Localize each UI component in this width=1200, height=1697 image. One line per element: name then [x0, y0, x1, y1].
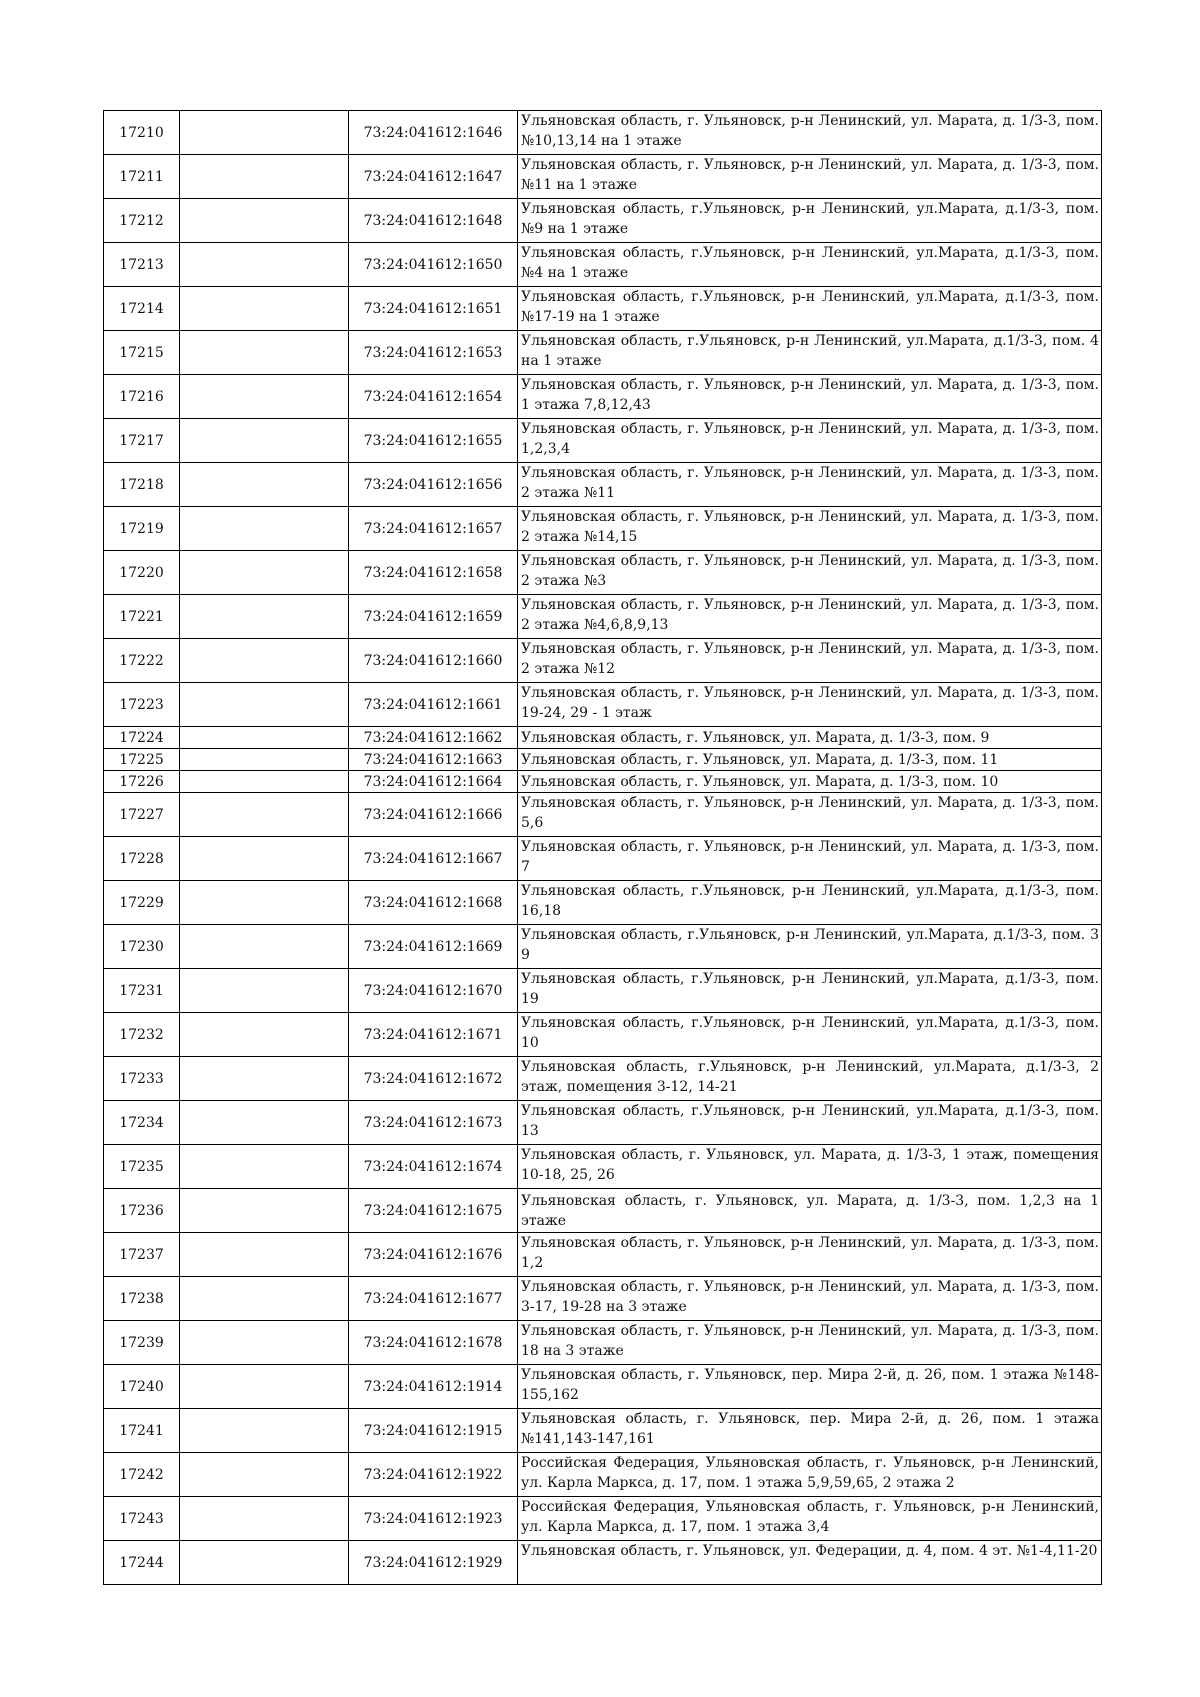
- cadastral-number-cell: 73:24:041612:1646: [349, 111, 518, 155]
- row-number-cell: 17218: [104, 463, 180, 507]
- cadastral-number-cell: 73:24:041612:1673: [349, 1101, 518, 1145]
- row-number-cell: 17240: [104, 1365, 180, 1409]
- cadastral-number-cell: 73:24:041612:1666: [349, 793, 518, 837]
- address-cell: Ульяновская область, г.Ульяновск, р-н Ленинский, ул.Марата, д.1/3-3, пом. №9 на 1 этаже: [518, 199, 1102, 243]
- table-row: [104, 595, 1102, 639]
- row-number-cell: 17237: [104, 1233, 180, 1277]
- table-row: [104, 287, 1102, 331]
- address-cell: Ульяновская область, г. Ульяновск, р-н Ленинский, ул. Марата, д. 1/3-3, пом. 18 на 3 этаже: [518, 1321, 1102, 1365]
- empty-cell: [180, 837, 349, 881]
- cadastral-number-cell: 73:24:041612:1672: [349, 1057, 518, 1101]
- address-cell: Ульяновская область, г. Ульяновск, р-н Ленинский, ул. Марата, д. 1/3-3, пом. 2 этажа №12: [518, 639, 1102, 683]
- table-row: [104, 1057, 1102, 1101]
- row-number-cell: 17220: [104, 551, 180, 595]
- address-cell: Ульяновская область, г. Ульяновск, ул. Федерации, д. 4, пом. 4 эт. №1-4,11-20: [518, 1541, 1102, 1585]
- address-cell: Ульяновская область, г.Ульяновск, р-н Ленинский, ул.Марата, д.1/3-3, пом. №4 на 1 этаже: [518, 243, 1102, 287]
- row-number-cell: 17244: [104, 1541, 180, 1585]
- address-cell: Ульяновская область, г. Ульяновск, р-н Ленинский, ул. Марата, д. 1/3-3, пом. 2 этажа №14,15: [518, 507, 1102, 551]
- cadastral-number-cell: 73:24:041612:1676: [349, 1233, 518, 1277]
- row-number-cell: 17238: [104, 1277, 180, 1321]
- empty-cell: [180, 1541, 349, 1585]
- cadastral-number-cell: 73:24:041612:1660: [349, 639, 518, 683]
- table-row: [104, 771, 1102, 793]
- table-row: [104, 1453, 1102, 1497]
- empty-cell: [180, 1321, 349, 1365]
- table-body: [104, 111, 1102, 1585]
- address-cell: Ульяновская область, г. Ульяновск, ул. Марата, д. 1/3-3, пом. 1,2,3 на 1 этаже: [518, 1189, 1102, 1233]
- empty-cell: [180, 793, 349, 837]
- address-cell: Ульяновская область, г.Ульяновск, р-н Ленинский, ул.Марата, д.1/3-3, пом. 4 на 1 этаже: [518, 331, 1102, 375]
- table-row: [104, 793, 1102, 837]
- address-cell: Ульяновская область, г. Ульяновск, р-н Ленинский, ул. Марата, д. 1/3-3, пом. 2 этажа №4,6,8,9,13: [518, 595, 1102, 639]
- cadastral-number-cell: 73:24:041612:1657: [349, 507, 518, 551]
- row-number-cell: 17214: [104, 287, 180, 331]
- cadastral-number-cell: 73:24:041612:1654: [349, 375, 518, 419]
- table-row: [104, 1233, 1102, 1277]
- row-number-cell: 17223: [104, 683, 180, 727]
- table-row: [104, 1409, 1102, 1453]
- empty-cell: [180, 1013, 349, 1057]
- address-cell: Ульяновская область, г. Ульяновск, р-н Ленинский, ул. Марата, д. 1/3-3, пом. 3-17, 19-28 на 3 этаже: [518, 1277, 1102, 1321]
- empty-cell: [180, 925, 349, 969]
- address-cell: Ульяновская область, г.Ульяновск, р-н Ленинский, ул.Марата, д.1/3-3, пом. 19: [518, 969, 1102, 1013]
- address-cell: Ульяновская область, г. Ульяновск, р-н Ленинский, ул. Марата, д. 1/3-3, пом. 1,2,3,4: [518, 419, 1102, 463]
- cadastral-number-cell: 73:24:041612:1653: [349, 331, 518, 375]
- empty-cell: [180, 727, 349, 749]
- cadastral-number-cell: 73:24:041612:1658: [349, 551, 518, 595]
- empty-cell: [180, 1409, 349, 1453]
- cadastral-number-cell: 73:24:041612:1663: [349, 749, 518, 771]
- cadastral-number-cell: 73:24:041612:1923: [349, 1497, 518, 1541]
- cadastral-number-cell: 73:24:041612:1648: [349, 199, 518, 243]
- cadastral-number-cell: 73:24:041612:1650: [349, 243, 518, 287]
- address-cell: Ульяновская область, г. Ульяновск, ул. Марата, д. 1/3-3, пом. 9: [518, 727, 1102, 749]
- document-page: [103, 110, 1101, 1585]
- cadastral-number-cell: 73:24:041612:1662: [349, 727, 518, 749]
- row-number-cell: 17236: [104, 1189, 180, 1233]
- table-row: [104, 683, 1102, 727]
- empty-cell: [180, 1497, 349, 1541]
- empty-cell: [180, 199, 349, 243]
- row-number-cell: 17213: [104, 243, 180, 287]
- address-cell: Ульяновская область, г.Ульяновск, р-н Ленинский, ул.Марата, д.1/3-3, пом. №17-19 на 1 этаже: [518, 287, 1102, 331]
- table-row: [104, 419, 1102, 463]
- table-row: [104, 463, 1102, 507]
- row-number-cell: 17211: [104, 155, 180, 199]
- row-number-cell: 17219: [104, 507, 180, 551]
- row-number-cell: 17228: [104, 837, 180, 881]
- empty-cell: [180, 1453, 349, 1497]
- address-cell: Ульяновская область, г. Ульяновск, пер. Мира 2-й, д. 26, пом. 1 этажа №141,143-147,161: [518, 1409, 1102, 1453]
- address-cell: Ульяновская область, г. Ульяновск, р-н Ленинский, ул. Марата, д. 1/3-3, пом. №11 на 1 этаже: [518, 155, 1102, 199]
- table-row: [104, 507, 1102, 551]
- table-row: [104, 639, 1102, 683]
- address-cell: Ульяновская область, г.Ульяновск, р-н Ленинский, ул.Марата, д.1/3-3, 2 этаж, помещения 3-12, 14-21: [518, 1057, 1102, 1101]
- cadastral-number-cell: 73:24:041612:1922: [349, 1453, 518, 1497]
- cadastral-number-cell: 73:24:041612:1671: [349, 1013, 518, 1057]
- address-cell: Ульяновская область, г. Ульяновск, ул. Марата, д. 1/3-3, пом. 10: [518, 771, 1102, 793]
- cadastral-number-cell: 73:24:041612:1651: [349, 287, 518, 331]
- empty-cell: [180, 595, 349, 639]
- row-number-cell: 17230: [104, 925, 180, 969]
- empty-cell: [180, 771, 349, 793]
- address-cell: Ульяновская область, г.Ульяновск, р-н Ленинский, ул.Марата, д.1/3-3, пом. 16,18: [518, 881, 1102, 925]
- cadastral-number-cell: 73:24:041612:1661: [349, 683, 518, 727]
- empty-cell: [180, 155, 349, 199]
- row-number-cell: 17225: [104, 749, 180, 771]
- cadastral-number-cell: 73:24:041612:1929: [349, 1541, 518, 1585]
- cadastral-number-cell: 73:24:041612:1670: [349, 969, 518, 1013]
- address-cell: Ульяновская область, г. Ульяновск, ул. Марата, д. 1/3-3, пом. 11: [518, 749, 1102, 771]
- cadastral-number-cell: 73:24:041612:1678: [349, 1321, 518, 1365]
- cadastral-number-cell: 73:24:041612:1656: [349, 463, 518, 507]
- cadastral-number-cell: 73:24:041612:1647: [349, 155, 518, 199]
- empty-cell: [180, 331, 349, 375]
- empty-cell: [180, 551, 349, 595]
- row-number-cell: 17235: [104, 1145, 180, 1189]
- empty-cell: [180, 1057, 349, 1101]
- cadastral-number-cell: 73:24:041612:1655: [349, 419, 518, 463]
- address-cell: Ульяновская область, г.Ульяновск, р-н Ленинский, ул.Марата, д.1/3-3, пом. 10: [518, 1013, 1102, 1057]
- address-cell: Ульяновская область, г. Ульяновск, р-н Ленинский, ул. Марата, д. 1/3-3, пом. 19-24, 29 - 1 этаж: [518, 683, 1102, 727]
- row-number-cell: 17227: [104, 793, 180, 837]
- table-row: [104, 1277, 1102, 1321]
- empty-cell: [180, 1277, 349, 1321]
- empty-cell: [180, 507, 349, 551]
- empty-cell: [180, 683, 349, 727]
- empty-cell: [180, 969, 349, 1013]
- address-cell: Ульяновская область, г. Ульяновск, р-н Ленинский, ул. Марата, д. 1/3-3, пом. 2 этажа №11: [518, 463, 1102, 507]
- cadastral-number-cell: 73:24:041612:1669: [349, 925, 518, 969]
- address-cell: Российская Федерация, Ульяновская область, г. Ульяновск, р-н Ленинский, ул. Карла Маркса, д. 17, пом. 1 этажа 5,9,59,65, 2 этажа 2: [518, 1453, 1102, 1497]
- table-row: [104, 1189, 1102, 1233]
- cadastral-number-cell: 73:24:041612:1659: [349, 595, 518, 639]
- address-cell: Ульяновская область, г. Ульяновск, пер. Мира 2-й, д. 26, пом. 1 этажа №148-155,162: [518, 1365, 1102, 1409]
- row-number-cell: 17217: [104, 419, 180, 463]
- row-number-cell: 17232: [104, 1013, 180, 1057]
- cadastral-number-cell: 73:24:041612:1668: [349, 881, 518, 925]
- row-number-cell: 17226: [104, 771, 180, 793]
- table-row: [104, 551, 1102, 595]
- row-number-cell: 17233: [104, 1057, 180, 1101]
- table-row: [104, 749, 1102, 771]
- address-cell: Ульяновская область, г. Ульяновск, р-н Ленинский, ул. Марата, д. 1/3-3, пом. 2 этажа №3: [518, 551, 1102, 595]
- empty-cell: [180, 419, 349, 463]
- empty-cell: [180, 463, 349, 507]
- cadastral-number-cell: 73:24:041612:1675: [349, 1189, 518, 1233]
- table-row: [104, 969, 1102, 1013]
- empty-cell: [180, 749, 349, 771]
- table-row: [104, 727, 1102, 749]
- address-cell: Ульяновская область, г. Ульяновск, р-н Ленинский, ул. Марата, д. 1/3-3, пом. №10,13,14 на 1 этаже: [518, 111, 1102, 155]
- empty-cell: [180, 243, 349, 287]
- table-row: [104, 1101, 1102, 1145]
- empty-cell: [180, 639, 349, 683]
- row-number-cell: 17212: [104, 199, 180, 243]
- cadastral-number-cell: 73:24:041612:1674: [349, 1145, 518, 1189]
- table-row: [104, 111, 1102, 155]
- empty-cell: [180, 1101, 349, 1145]
- empty-cell: [180, 1233, 349, 1277]
- row-number-cell: 17224: [104, 727, 180, 749]
- table-row: [104, 1365, 1102, 1409]
- empty-cell: [180, 287, 349, 331]
- cadastral-number-cell: 73:24:041612:1915: [349, 1409, 518, 1453]
- address-cell: Ульяновская область, г. Ульяновск, ул. Марата, д. 1/3-3, 1 этаж, помещения 10-18, 25, 26: [518, 1145, 1102, 1189]
- row-number-cell: 17215: [104, 331, 180, 375]
- row-number-cell: 17234: [104, 1101, 180, 1145]
- row-number-cell: 17216: [104, 375, 180, 419]
- table-row: [104, 243, 1102, 287]
- cadastral-number-cell: 73:24:041612:1667: [349, 837, 518, 881]
- row-number-cell: 17210: [104, 111, 180, 155]
- table-row: [104, 1013, 1102, 1057]
- row-number-cell: 17242: [104, 1453, 180, 1497]
- table-row: [104, 1541, 1102, 1585]
- row-number-cell: 17243: [104, 1497, 180, 1541]
- cadastral-number-cell: 73:24:041612:1664: [349, 771, 518, 793]
- address-cell: Ульяновская область, г.Ульяновск, р-н Ленинский, ул.Марата, д.1/3-3, пом. 3 9: [518, 925, 1102, 969]
- cadastral-number-cell: 73:24:041612:1914: [349, 1365, 518, 1409]
- row-number-cell: 17239: [104, 1321, 180, 1365]
- property-table: [103, 110, 1102, 1585]
- address-cell: Ульяновская область, г. Ульяновск, р-н Ленинский, ул. Марата, д. 1/3-3, пом. 5,6: [518, 793, 1102, 837]
- empty-cell: [180, 1365, 349, 1409]
- empty-cell: [180, 375, 349, 419]
- table-row: [104, 837, 1102, 881]
- table-row: [104, 1321, 1102, 1365]
- table-row: [104, 375, 1102, 419]
- address-cell: Российская Федерация, Ульяновская область, г. Ульяновск, р-н Ленинский, ул. Карла Маркса, д. 17, пом. 1 этажа 3,4: [518, 1497, 1102, 1541]
- cadastral-number-cell: 73:24:041612:1677: [349, 1277, 518, 1321]
- table-row: [104, 1497, 1102, 1541]
- row-number-cell: 17229: [104, 881, 180, 925]
- empty-cell: [180, 1145, 349, 1189]
- table-row: [104, 925, 1102, 969]
- row-number-cell: 17221: [104, 595, 180, 639]
- empty-cell: [180, 111, 349, 155]
- table-row: [104, 199, 1102, 243]
- row-number-cell: 17231: [104, 969, 180, 1013]
- address-cell: Ульяновская область, г. Ульяновск, р-н Ленинский, ул. Марата, д. 1/3-3, пом. 7: [518, 837, 1102, 881]
- empty-cell: [180, 881, 349, 925]
- empty-cell: [180, 1189, 349, 1233]
- table-row: [104, 155, 1102, 199]
- table-row: [104, 881, 1102, 925]
- table-row: [104, 1145, 1102, 1189]
- table-row: [104, 331, 1102, 375]
- address-cell: Ульяновская область, г. Ульяновск, р-н Ленинский, ул. Марата, д. 1/3-3, пом. 1 этажа 7,8,12,43: [518, 375, 1102, 419]
- row-number-cell: 17241: [104, 1409, 180, 1453]
- address-cell: Ульяновская область, г. Ульяновск, р-н Ленинский, ул. Марата, д. 1/3-3, пом. 1,2: [518, 1233, 1102, 1277]
- address-cell: Ульяновская область, г.Ульяновск, р-н Ленинский, ул.Марата, д.1/3-3, пом. 13: [518, 1101, 1102, 1145]
- row-number-cell: 17222: [104, 639, 180, 683]
